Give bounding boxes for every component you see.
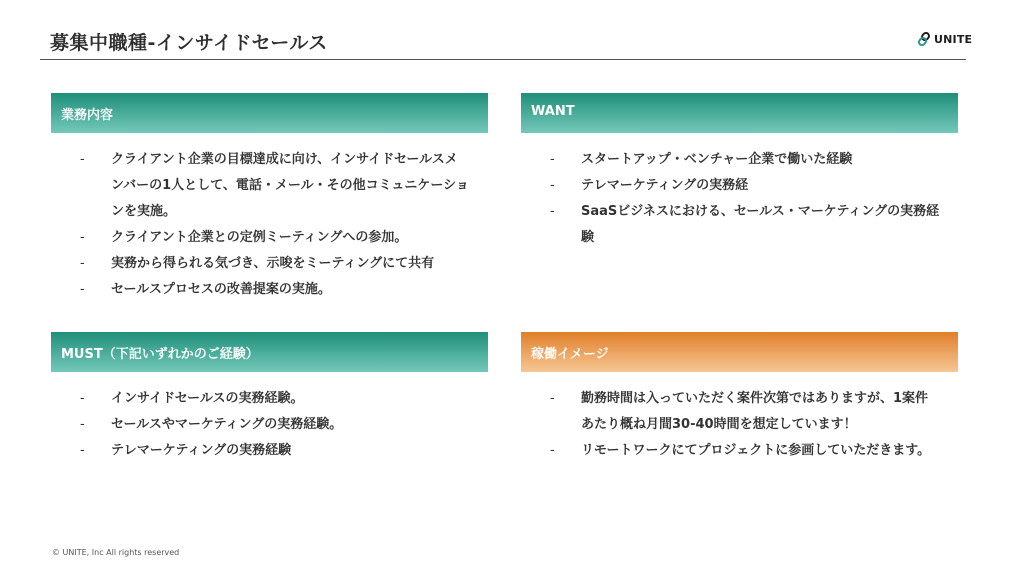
must-panel [51, 332, 488, 464]
list-item: - テレマーケティングの実務経験 [80, 443, 292, 458]
list-item: - インサイドセールスの実務経験。 [80, 391, 304, 406]
work-image-header: 稼働イメージ [521, 332, 958, 372]
want-list [521, 133, 958, 251]
company-logo [917, 32, 972, 46]
duties-header: 業務内容 [51, 93, 488, 133]
page-title: 募集中職種-インサイドセールス [50, 32, 328, 54]
want-panel [521, 93, 958, 251]
work-image-panel [521, 332, 958, 464]
copyright-footer: © UNITE, Inc All rights reserved [52, 548, 180, 557]
title-divider [40, 59, 966, 60]
list-item: - 勤務時間は入っていただく案件次第ではありますが、1案件あたり概ね月間30-40時間を想定しています！ [550, 391, 929, 432]
list-item: - スタートアップ・ベンチャー企業で働いた経験 [550, 152, 853, 167]
list-item: - クライアント企業の目標達成に向け、インサイドセールスメンバーの1人として、電話・メール・その他コミュニケーションを実施。 [80, 152, 469, 219]
list-item: - SaaSビジネスにおける、セールス・マーケティングの実務経験 [550, 204, 940, 245]
list-item: - クライアント企業との定例ミーティングへの参加。 [80, 230, 408, 245]
list-item: - セールスやマーケティングの実務経験。 [80, 417, 343, 432]
must-header: MUST（下記いずれかのご経験） [51, 332, 488, 372]
duties-panel [51, 93, 488, 303]
list-item: - セールスプロセスの改善提案の実施。 [80, 282, 331, 297]
list-item: - テレマーケティングの実務経 [550, 178, 749, 193]
logo-text: UNITE [934, 32, 973, 46]
duties-list [51, 133, 488, 303]
want-header: WANT [521, 93, 958, 133]
list-item: - 実務から得られる気づき、示唆をミーティングにて共有 [80, 256, 435, 271]
list-item: - リモートワークにてプロジェクトに参画していただきます。 [550, 443, 931, 458]
link-chain-icon [917, 32, 931, 46]
work-image-list [521, 372, 958, 464]
must-list [51, 372, 488, 464]
